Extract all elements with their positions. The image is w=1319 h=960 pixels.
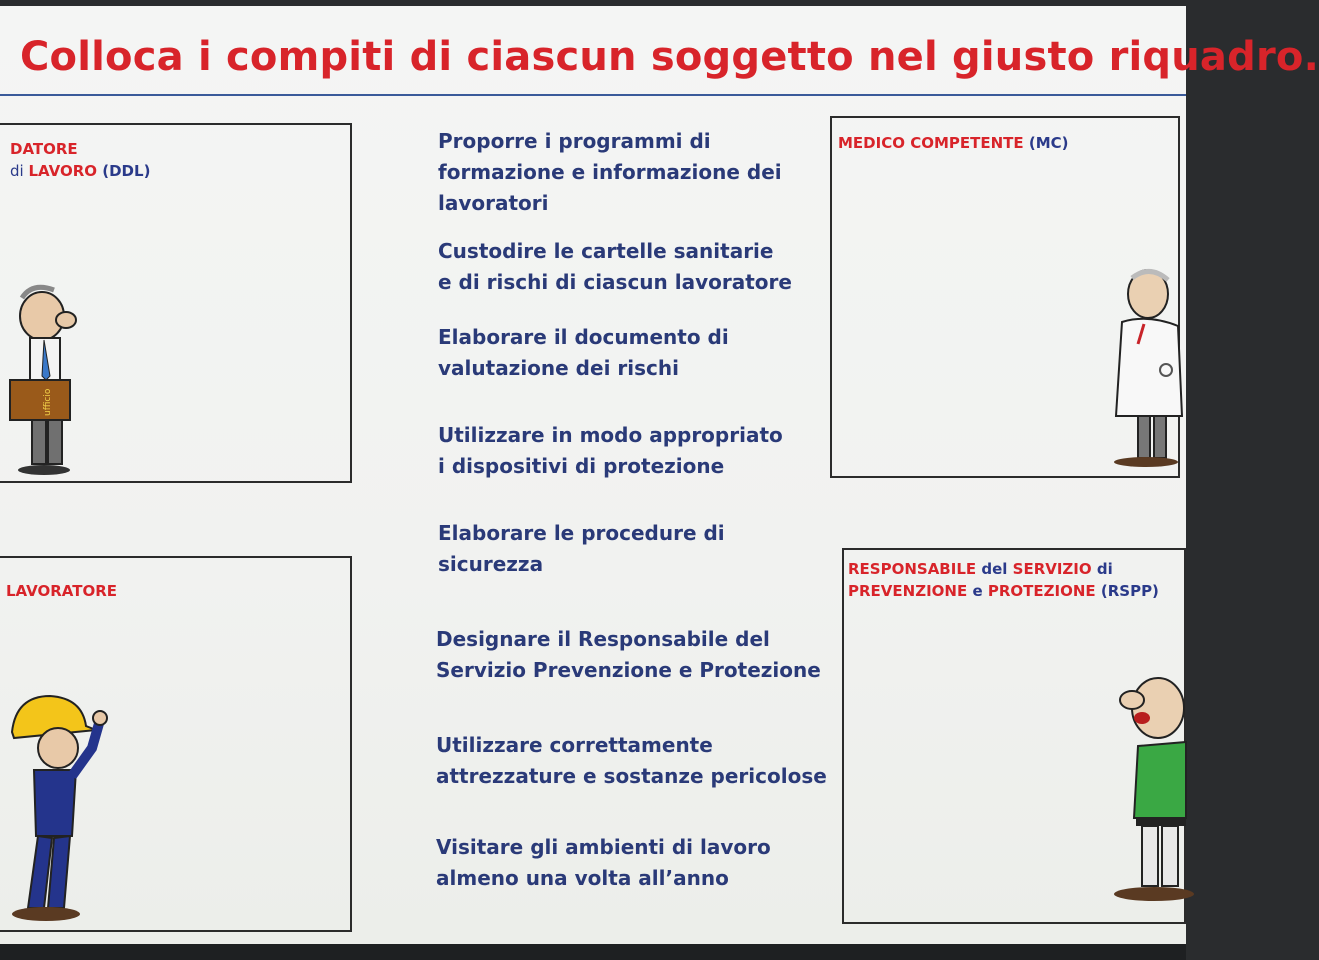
task-item[interactable]: Elaborare le procedure di sicurezza bbox=[438, 521, 725, 576]
label-di: di bbox=[10, 162, 29, 180]
label-mc-main: MEDICO COMPETENTE bbox=[838, 134, 1024, 152]
task-item[interactable]: Utilizzare correttamente attrezzature e sostanze pericolose bbox=[436, 733, 827, 788]
label-lavoro: LAVORO bbox=[28, 162, 98, 180]
rspp-cartoon-figure bbox=[1108, 656, 1186, 906]
doctor-cartoon-figure bbox=[1098, 264, 1186, 469]
label-ddl: (DDL) bbox=[97, 162, 151, 180]
folder-label: ufficio bbox=[43, 388, 53, 416]
task-item[interactable]: Custodire le cartelle sanitarie e di rischi di ciascun lavoratore bbox=[438, 239, 792, 294]
employer-cartoon-figure bbox=[4, 276, 94, 476]
worker-cartoon-figure bbox=[6, 686, 116, 926]
task-item[interactable]: Proporre i programmi di formazione e informazione dei lavoratori bbox=[438, 129, 782, 215]
label-rspp: RESPONSABILE del SERVIZIO di PREVENZIONE e PROTEZIONE (RSPP) bbox=[848, 560, 1159, 600]
task-item[interactable]: Visitare gli ambienti di lavoro almeno una volta all’anno bbox=[436, 835, 771, 890]
label-datore-di-lavoro bbox=[10, 138, 150, 182]
task-item[interactable]: Elaborare il documento di valutazione dei rischi bbox=[438, 325, 729, 380]
page-title: Colloca i compiti di ciascun soggetto nel giusto riquadro. bbox=[20, 34, 1319, 80]
slide bbox=[0, 6, 1319, 944]
label-mc-post: (MC) bbox=[1023, 134, 1069, 152]
screen-bottom-bezel bbox=[0, 944, 1186, 960]
label-datore: DATORE bbox=[10, 140, 78, 158]
title-divider bbox=[0, 94, 1186, 96]
task-item[interactable]: Designare il Responsabile del Servizio Prevenzione e Protezione bbox=[436, 627, 821, 682]
label-medico-competente bbox=[838, 132, 1069, 154]
task-item[interactable]: Utilizzare in modo appropriato i dispositivi di protezione bbox=[438, 423, 783, 478]
label-lavoratore: LAVORATORE bbox=[6, 582, 118, 600]
